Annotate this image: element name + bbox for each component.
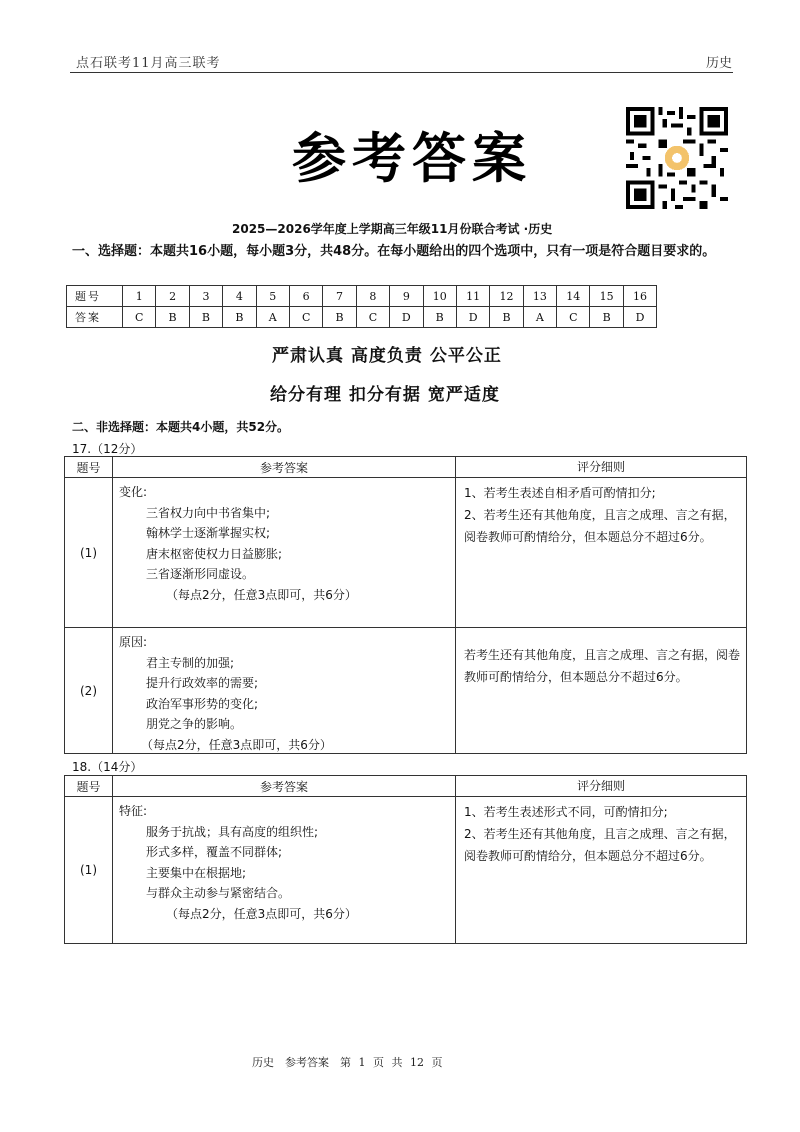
rubric-item: 1、若考生表述自相矛盾可酌情扣分; (464, 486, 656, 500)
header-num: 题号 (65, 457, 113, 477)
question-17-heading: 17.（12分） (72, 442, 143, 456)
question-number: 10 (423, 286, 456, 307)
row-label: 题号 (67, 286, 123, 307)
header-divider (70, 72, 733, 73)
header-rubric: 评分细则 (576, 460, 625, 474)
rubric-content (456, 797, 746, 943)
answer-cell: A (256, 307, 289, 328)
scoring-note: （每点2分，任意3点即可，共6分） (166, 587, 357, 602)
table-header-row (65, 776, 746, 796)
answer-title: 原因: (119, 635, 148, 649)
scoring-note: （每点2分，任意3点即可，共6分） (141, 737, 332, 752)
scoring-note: （每点2分，任意3点即可，共6分） (166, 906, 357, 921)
header-answer: 参考答案 (113, 776, 456, 796)
answer-point: 唐末枢密使权力日益膨胀; (146, 546, 283, 561)
question-number: 5 (256, 286, 289, 307)
question-number: 3 (189, 286, 222, 307)
answer-cell: C (123, 307, 156, 328)
rubric-content (456, 478, 746, 627)
rubric-item: 2、若考生还有其他角度，且言之成理、言之有据，阅卷教师可酌情给分，但本题总分不超过6分。 (464, 827, 736, 863)
question-18-table (64, 775, 747, 944)
question-number: 12 (490, 286, 523, 307)
header-answer: 参考答案 (113, 457, 456, 477)
answer-cell: B (423, 307, 456, 328)
question-number: 6 (289, 286, 322, 307)
exam-subtitle: 2025—2026学年度上学期高三年级11月份联合考试 ·历史 (232, 222, 553, 236)
question-18-heading: 18.（14分） (72, 760, 143, 774)
page-footer: 历史 参考答案 第 1 页 共 12 页 (252, 1056, 443, 1069)
question-number: 13 (523, 286, 556, 307)
section1-instructions: 一、选择题：本题共16小题，每小题3分，共48分。在每小题给出的四个选项中，只有一项是符合题目要求的。 (72, 244, 716, 259)
question-number: 1 (123, 286, 156, 307)
question-number: 8 (356, 286, 389, 307)
answer-cell: B (156, 307, 189, 328)
answer-cell: B (323, 307, 356, 328)
question-number: 7 (323, 286, 356, 307)
table-header-row (65, 457, 746, 477)
grading-slogan-2: 给分有理 扣分有据 宽严适度 (270, 385, 500, 405)
question-number: 15 (590, 286, 623, 307)
rubric-item: 2、若考生还有其他角度，且言之成理、言之有据，阅卷教师可酌情给分，但本题总分不超过6分。 (464, 508, 736, 544)
answer-content (113, 628, 456, 753)
answer-cell: B (490, 307, 523, 328)
question-number: 14 (557, 286, 590, 307)
header-num: 题号 (65, 776, 113, 796)
answer-cell: D (456, 307, 489, 328)
multiple-choice-answer-table (66, 285, 657, 328)
header-subject: 历史 (706, 56, 733, 71)
answer-cell: B (223, 307, 256, 328)
answer-cell: B (189, 307, 222, 328)
part-number: (1) (65, 478, 113, 627)
answer-content (113, 797, 456, 943)
answer-title: 特征: (119, 804, 148, 818)
answer-point: 政治军事形势的变化; (146, 696, 259, 711)
answer-cell: C (289, 307, 322, 328)
rubric-content (456, 628, 746, 753)
answer-point: 主要集中在根据地; (146, 865, 247, 880)
answer-cell: C (557, 307, 590, 328)
question-number: 11 (456, 286, 489, 307)
question-number: 9 (390, 286, 423, 307)
rubric-item: 1、若考生表述形式不同，可酌情扣分; (464, 805, 668, 819)
question-number: 16 (623, 286, 656, 307)
answer-point: 三省逐渐形同虚设。 (146, 567, 255, 581)
answer-point: 君主专制的加强; (146, 655, 235, 670)
table-row (67, 286, 657, 307)
table-row (67, 307, 657, 328)
qr-code-icon (626, 107, 728, 209)
answer-cell: A (523, 307, 556, 328)
table-row (65, 477, 746, 627)
part-number: (1) (65, 797, 113, 943)
question-number: 4 (223, 286, 256, 307)
table-row (65, 627, 746, 753)
answer-cell: D (623, 307, 656, 328)
answer-point: 翰林学士逐渐掌握实权; (146, 526, 271, 540)
answer-cell: C (356, 307, 389, 328)
answer-point: 三省权力向中书省集中; (146, 505, 271, 520)
question-17-table (64, 456, 747, 754)
answer-point: 朋党之争的影响。 (146, 717, 243, 731)
section2-instructions: 二、非选择题：本题共4小题，共52分。 (72, 420, 290, 434)
header-exam-name: 点石联考11月高三联考 (76, 56, 221, 71)
header-rubric: 评分细则 (576, 779, 625, 793)
answer-point: 服务于抗战；具有高度的组织性; (146, 824, 319, 839)
answer-point: 形式多样，覆盖不同群体; (146, 845, 283, 859)
answer-cell: B (590, 307, 623, 328)
table-row (65, 796, 746, 943)
grading-slogan-1: 严肃认真 高度负责 公平公正 (272, 346, 502, 366)
answer-point: 与群众主动参与紧密结合。 (146, 886, 291, 900)
answer-title: 变化: (119, 485, 148, 499)
answer-content (113, 478, 456, 627)
row-label: 答案 (67, 307, 123, 328)
question-number: 2 (156, 286, 189, 307)
answer-point: 提升行政效率的需要; (146, 676, 259, 690)
page-title: 参考答案 (292, 126, 532, 190)
part-number: (2) (65, 628, 113, 753)
rubric-item: 若考生还有其他角度，且言之成理、言之有据，阅卷教师可酌情给分，但本题总分不超过6分。 (464, 648, 741, 684)
answer-cell: D (390, 307, 423, 328)
